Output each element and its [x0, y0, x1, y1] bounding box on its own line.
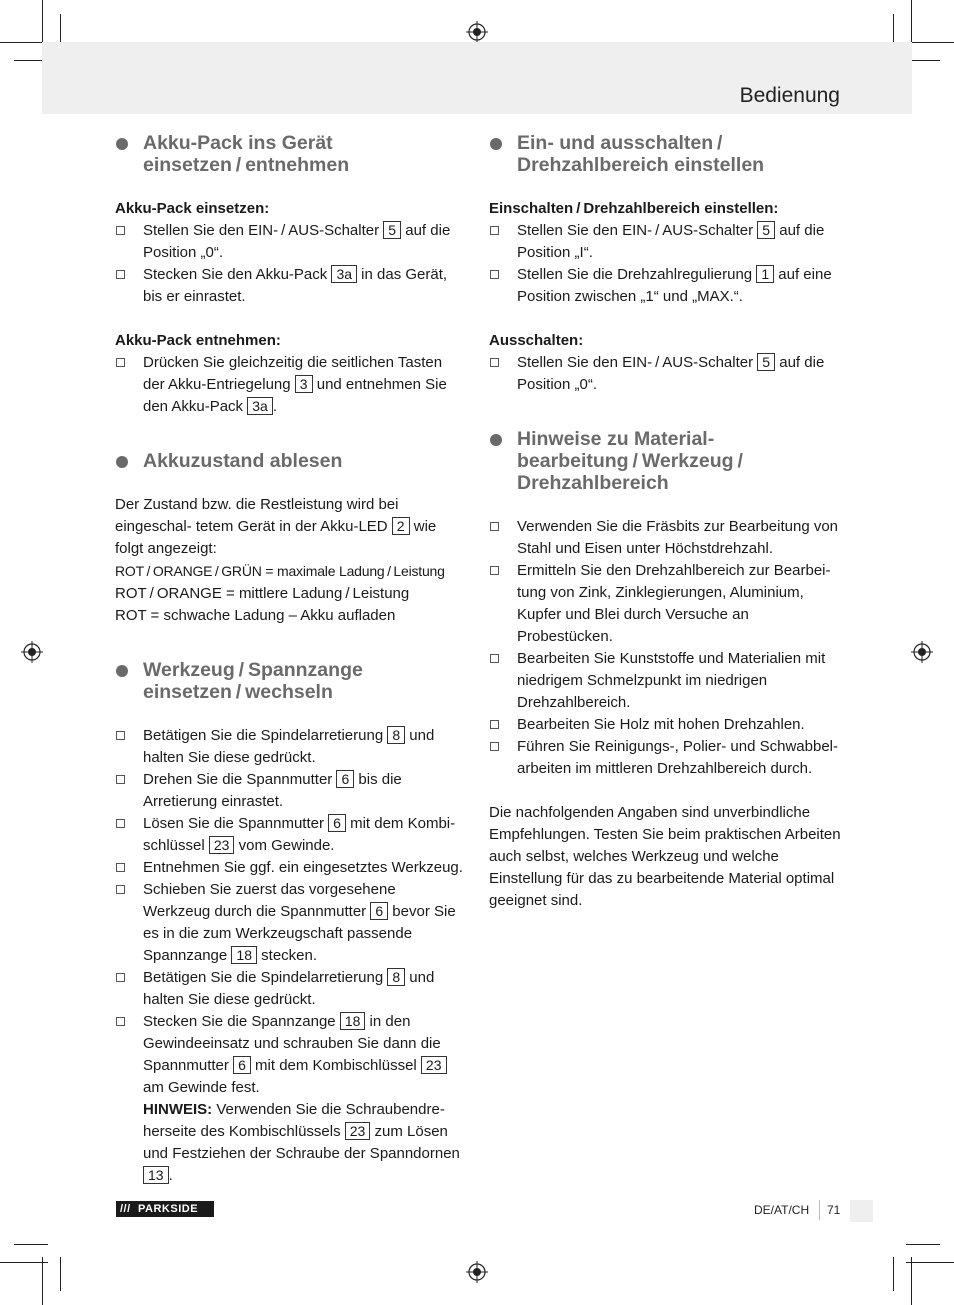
checkbox-square-icon [490, 720, 499, 729]
registration-mark-icon [911, 641, 933, 663]
crop-mark [906, 42, 954, 43]
subheading: Akku-Pack entnehmen: [115, 332, 281, 349]
subheading: Einschalten / Drehzahlbereich einstellen: [489, 200, 779, 217]
crop-mark [0, 1262, 48, 1263]
instruction-list [115, 352, 467, 418]
subheading: Akku-Pack einsetzen: [115, 200, 270, 217]
list-item: Entnehmen Sie ggf. ein eingesetztes Werkzeug. [115, 857, 467, 879]
note-label: HINWEIS: [143, 1101, 213, 1118]
bullet-dot-icon [116, 665, 128, 677]
list-item: Drücken Sie gleichzeitig die seitlichen Tasten der Akku-Entriegelung 3 und entnehmen Sie den Akku-Pack 3a . [115, 352, 467, 418]
checkbox-square-icon [490, 566, 499, 575]
instruction-list [489, 352, 841, 396]
crop-mark [60, 1257, 61, 1291]
instruction-list [115, 220, 467, 308]
part-reference: 5 [757, 221, 775, 239]
instruction-list [489, 516, 841, 780]
checkbox-square-icon [490, 226, 499, 235]
part-reference: 18 [231, 946, 257, 964]
part-reference: 2 [392, 517, 410, 535]
checkbox-square-icon [116, 819, 125, 828]
list-item: Stellen Sie die Drehzahlregulierung 1 auf eine Position zwischen „1“ und „MAX.“. [489, 264, 841, 308]
crop-mark [911, 1257, 912, 1305]
part-reference: 3a [247, 397, 273, 415]
right-column [489, 132, 841, 912]
list-item: Bearbeiten Sie Holz mit hohen Drehzahlen. [489, 714, 841, 736]
subheading: Ausschalten: [489, 332, 584, 349]
part-reference: 8 [387, 968, 405, 986]
crop-mark [42, 1257, 43, 1305]
checkbox-square-icon [116, 863, 125, 872]
crop-mark [906, 1262, 954, 1263]
part-reference: 23 [209, 836, 235, 854]
bullet-dot-icon [490, 434, 502, 446]
list-item: Stellen Sie den EIN- / AUS-Schalter 5 auf die Position „I“. [489, 220, 841, 264]
list-item: Bearbeiten Sie Kunststoffe und Materialien mit niedrigem Schmelzpunkt im niedrigen Drehzahlbereich. [489, 648, 841, 714]
part-reference: 3 [295, 375, 313, 393]
checkbox-square-icon [490, 742, 499, 751]
part-reference: 8 [387, 726, 405, 744]
part-reference: 6 [370, 902, 388, 920]
left-column [115, 132, 467, 1187]
list-item: Betätigen Sie die Spindelarretierung 8 und halten Sie diese gedrückt. [115, 725, 467, 769]
list-item: Drehen Sie die Spannmutter 6 bis die Arretierung einrastet. [115, 769, 467, 813]
page-tab [850, 1200, 873, 1222]
checkbox-square-icon [116, 885, 125, 894]
checkbox-square-icon [490, 270, 499, 279]
checkbox-square-icon [116, 358, 125, 367]
checkbox-square-icon [116, 973, 125, 982]
part-reference: 13 [143, 1166, 169, 1184]
checkbox-square-icon [116, 731, 125, 740]
section-heading: Werkzeug / Spannzange einsetzen / wechseln [115, 659, 467, 703]
list-item: Betätigen Sie die Spindelarretierung 8 und halten Sie diese gedrückt. [115, 967, 467, 1011]
crop-mark [14, 1244, 48, 1245]
checkbox-square-icon [116, 775, 125, 784]
section-heading: Akku-Pack ins Gerät einsetzen / entnehmen [115, 132, 467, 176]
part-reference: 18 [340, 1012, 366, 1030]
part-reference: 5 [383, 221, 401, 239]
page-title: Bedienung [739, 84, 840, 107]
checkbox-square-icon [490, 522, 499, 531]
part-reference: 6 [336, 770, 354, 788]
list-item: Stellen Sie den EIN- / AUS-Schalter 5 auf die Position „0“. [489, 352, 841, 396]
section-heading: Akkuzustand ablesen [115, 450, 467, 472]
divider [819, 1200, 820, 1220]
crop-mark [911, 0, 912, 48]
list-item: Führen Sie Reinigungs-, Polier- und Schwabbel- arbeiten im mittleren Drehzahlbereich durch. [489, 736, 841, 780]
list-item: Schieben Sie zuerst das vorgesehene Werkzeug durch die Spannmutter 6 bevor Sie es in die zum Werkzeugschaft passende Spannzange 18 stecken. [115, 879, 467, 967]
registration-mark-icon [466, 21, 488, 43]
checkbox-square-icon [116, 1017, 125, 1026]
bullet-dot-icon [116, 138, 128, 150]
part-reference: 3a [331, 265, 357, 283]
list-item: Ermitteln Sie den Drehzahlbereich zur Bearbei- tung von Zink, Zinklegierungen, Aluminium, Kupfer und Blei durch Versuche an Probestücken. [489, 560, 841, 648]
bullet-dot-icon [490, 138, 502, 150]
paragraph: Die nachfolgenden Angaben sind unverbindliche Empfehlungen. Testen Sie beim praktischen Arbeiten auch selbst, welches Werkzeug und welche Einstellung für das zu bearbeitende Material optimal geeignet sind. [489, 804, 841, 909]
crop-mark [906, 1244, 940, 1245]
part-reference: 23 [421, 1056, 447, 1074]
section-heading: Hinweise zu Material- bearbeitung / Werkzeug / Drehzahlbereich [489, 428, 841, 494]
paragraph: Der Zustand bzw. die Restleistung wird bei eingeschal- tetem Gerät in der Akku-LED 2 wie folgt angezeigt: ROT / ORANGE / GRÜN = maximale Ladung / Leistung ROT / ORANGE = mittlere Ladung / Leistung ROT = schwache Ladung – Akku aufladen [115, 496, 445, 624]
crop-mark [893, 1257, 894, 1291]
part-reference: 6 [328, 814, 346, 832]
language-code: DE/AT/CH [754, 1203, 810, 1217]
crop-mark [0, 42, 48, 43]
part-reference: 1 [756, 265, 774, 283]
list-item: Lösen Sie die Spannmutter 6 mit dem Kombi- schlüssel 23 vom Gewinde. [115, 813, 467, 857]
checkbox-square-icon [490, 358, 499, 367]
registration-mark-icon [21, 641, 43, 663]
bullet-dot-icon [116, 456, 128, 468]
list-item: Stecken Sie die Spannzange 18 in den Gewindeeinsatz und schrauben Sie dann die Spannmutter 6 mit dem Kombischlüssel 23 am Gewinde fest. HINWEIS: Verwenden Sie die Schraubendre- herseite des Kombischlüssels 23 zum Lösen und Festziehen der Schraube der Spanndornen 13 . [115, 1011, 467, 1187]
part-reference: 5 [757, 353, 775, 371]
list-item: Verwenden Sie die Fräsbits zur Bearbeitung von Stahl und Eisen unter Höchstdrehzahl. [489, 516, 841, 560]
part-reference: 23 [345, 1122, 371, 1140]
instruction-list [489, 220, 841, 308]
page-number: 71 [827, 1203, 841, 1217]
checkbox-square-icon [490, 654, 499, 663]
checkbox-square-icon [116, 226, 125, 235]
checkbox-square-icon [116, 270, 125, 279]
registration-mark-icon [466, 1261, 488, 1283]
parkside-logo: /// PARKSIDE [116, 1201, 214, 1217]
section-heading: Ein- und ausschalten / Drehzahlbereich einstellen [489, 132, 841, 176]
crop-mark [42, 0, 43, 48]
part-reference: 6 [233, 1056, 251, 1074]
list-item: Stecken Sie den Akku-Pack 3a in das Gerät, bis er einrastet. [115, 264, 467, 308]
instruction-list [115, 725, 467, 1187]
list-item: Stellen Sie den EIN- / AUS-Schalter 5 auf die Position „0“. [115, 220, 467, 264]
